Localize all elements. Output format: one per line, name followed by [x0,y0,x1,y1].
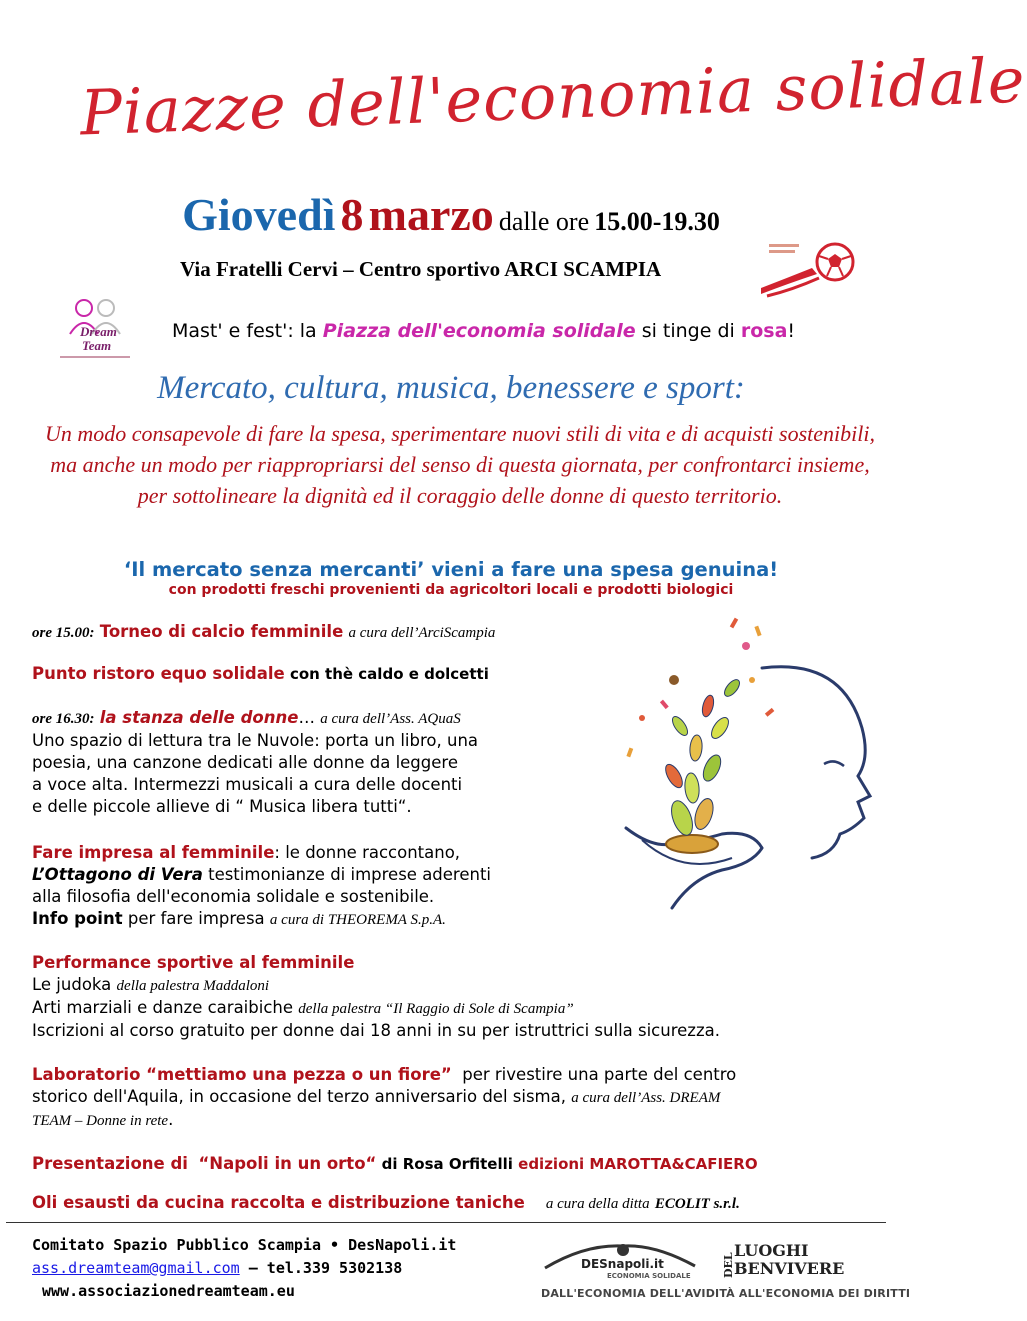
mercato-subtitle: con prodotti freschi provenienti da agricoltori locali e prodotti biologici [168,582,734,598]
impresa-label-rest: : le donne raccontano, [274,843,461,862]
stanza-line: Uno spazio di lettura tra le Nuvole: porta un libro, una [32,731,479,750]
footer-contacts [32,1234,456,1303]
hours: 15.00-19.30 [594,207,720,236]
dream-logo-line1: Dream [80,324,117,339]
poster-title: Piazze dell'economia solidale [79,43,1027,150]
torneo-credit: a cura dell’ArciScampia [348,625,496,641]
laboratorio-line2: storico dell'Aquila, in occasione del terzo anniversario del sisma, [32,1087,566,1106]
footer-divider [6,1222,886,1223]
tagline-end: ! [787,320,796,342]
footer-slogan: DALL'ECONOMIA DELL'AVIDITÀ ALL'ECONOMIA DEI DIRITTI [541,1287,911,1300]
program-presentazione [32,1153,758,1175]
info-rest: per fare impresa [127,909,265,928]
ristoro-label: Punto ristoro equo solidale [32,664,285,683]
ottagono-rest: testimonianze di imprese aderenti [208,865,492,884]
program-torneo [32,621,495,644]
intro-paragraph: Un modo consapevole di fare la spesa, sperimentare nuovi stili di vita e di acquisti sostenibili, ma anche un modo per riappropriarsi del senso di questa giornata, per confrontarci insieme, per sottolineare la dignità ed il coraggio delle donne di questo territorio. [45,421,875,508]
torneo-time: ore 15.00: [32,625,95,641]
oli-label: Oli esausti da cucina raccolta e distribuzione taniche [32,1193,525,1212]
program-performance [32,952,720,1042]
program-stanza [32,707,478,818]
date-month: marzo [368,189,494,240]
impresa-credit: a cura di THEOREMA S.p.A. [269,912,446,928]
desnapoli-logo [545,1236,695,1282]
hours-prefix: dalle ore [498,207,590,236]
website-link[interactable]: www.associazionedreamteam.eu [42,1282,295,1300]
event-date [0,188,902,241]
des-logo-sub: ECONOMIA SOLIDALE [607,1272,691,1280]
date-day-number: 8 [340,189,364,240]
info-point: Info point [32,909,123,928]
footer-line1: Comitato Spazio Pubblico Scampia • DesNapoli.it [32,1236,457,1254]
oli-company: ECOLIT s.r.l. [654,1196,740,1212]
phone: – tel.339 5302138 [239,1259,403,1277]
stanza-ellipsis: … [298,708,315,727]
date-day-label: Giovedì [182,189,336,240]
judoka: Le judoka [32,975,112,994]
luoghi-del: DEL [722,1252,735,1278]
program-laboratorio [32,1064,736,1132]
presentazione-book: “Napoli in un orto“ [198,1154,377,1173]
ristoro-detail: con thè caldo e dolcetti [289,665,489,683]
headline: Mercato, cultura, musica, benessere e sport: [157,370,745,406]
email-link[interactable]: ass.dreamteam@gmail.com [32,1259,240,1277]
arti-credit: della palestra “Il Raggio di Sole di Scampia” [298,1001,574,1017]
luoghi-line2: BENVIVERE [734,1259,845,1278]
iscrizioni: Iscrizioni al corso gratuito per donne dai 18 anni in su per istruttrici sulla sicurezza. [32,1021,720,1040]
tagline-pre: Mast' e fest': la [172,320,317,342]
luoghi-benvivere-logo [720,1240,870,1280]
ottagono: L’Ottagono di Vera [32,865,203,884]
presentazione-publisher: edizioni MAROTTA&CAFIERO [518,1155,758,1173]
stanza-line: a voce alta. Intermezzi musicali a cura delle docenti [32,775,463,794]
tagline-mid: si tinge di [641,320,735,342]
laboratorio-credit2: TEAM – Donne in rete [32,1113,169,1129]
dream-team-logo [60,294,130,360]
laboratorio-dot: . [168,1110,174,1129]
impresa-line3: alla filosofia dell'economia solidale e sostenibile. [32,887,435,906]
arti: Arti marziali e danze caraibiche [32,998,294,1017]
performance-label: Performance sportive al femminile [32,953,355,972]
venue: Via Fratelli Cervi – Centro sportivo ARCI SCAMPIA [180,257,662,281]
laboratorio-label: Laboratorio “mettiamo una pezza o un fiore” [32,1065,452,1084]
stanza-credit: a cura dell’Ass. AQuaS [320,711,461,727]
presentazione-label: Presentazione di [32,1154,188,1173]
judoka-credit: della palestra Maddaloni [116,978,270,994]
stanza-line: e delle piccole allieve di “ Musica libera tutti“. [32,797,412,816]
mercato-title: ‘Il mercato senza mercanti’ vieni a fare una spesa genuina! [123,558,779,581]
presentazione-author: di Rosa Orfitelli [381,1155,513,1173]
dream-logo-line2: Team [82,338,112,353]
stanza-line: poesia, una canzone dedicati alle donne da leggere [32,753,458,772]
stanza-label: la stanza delle donne [99,708,299,727]
laboratorio-credit1: a cura dell’Ass. DREAM [571,1090,721,1106]
laboratorio-rest: per rivestire una parte del centro [462,1065,737,1084]
arci-scampia-logo [757,238,860,298]
stanza-time: ore 16.30: [32,711,95,727]
des-logo-name: DESnapoli.it [581,1257,664,1271]
program-oli [32,1192,740,1215]
woman-plants-illustration [612,608,880,918]
program-ristoro [32,663,489,685]
torneo-label: Torneo di calcio femminile [99,622,344,641]
tagline-rosa: rosa [740,320,788,342]
program-impresa [32,842,491,931]
tagline-highlight: Piazza dell'economia solidale [322,320,636,342]
luoghi-line1: LUOGHI [734,1241,809,1260]
tagline [172,320,795,342]
oli-credit: a cura della ditta [545,1196,650,1212]
impresa-label: Fare impresa al femminile [32,843,275,862]
